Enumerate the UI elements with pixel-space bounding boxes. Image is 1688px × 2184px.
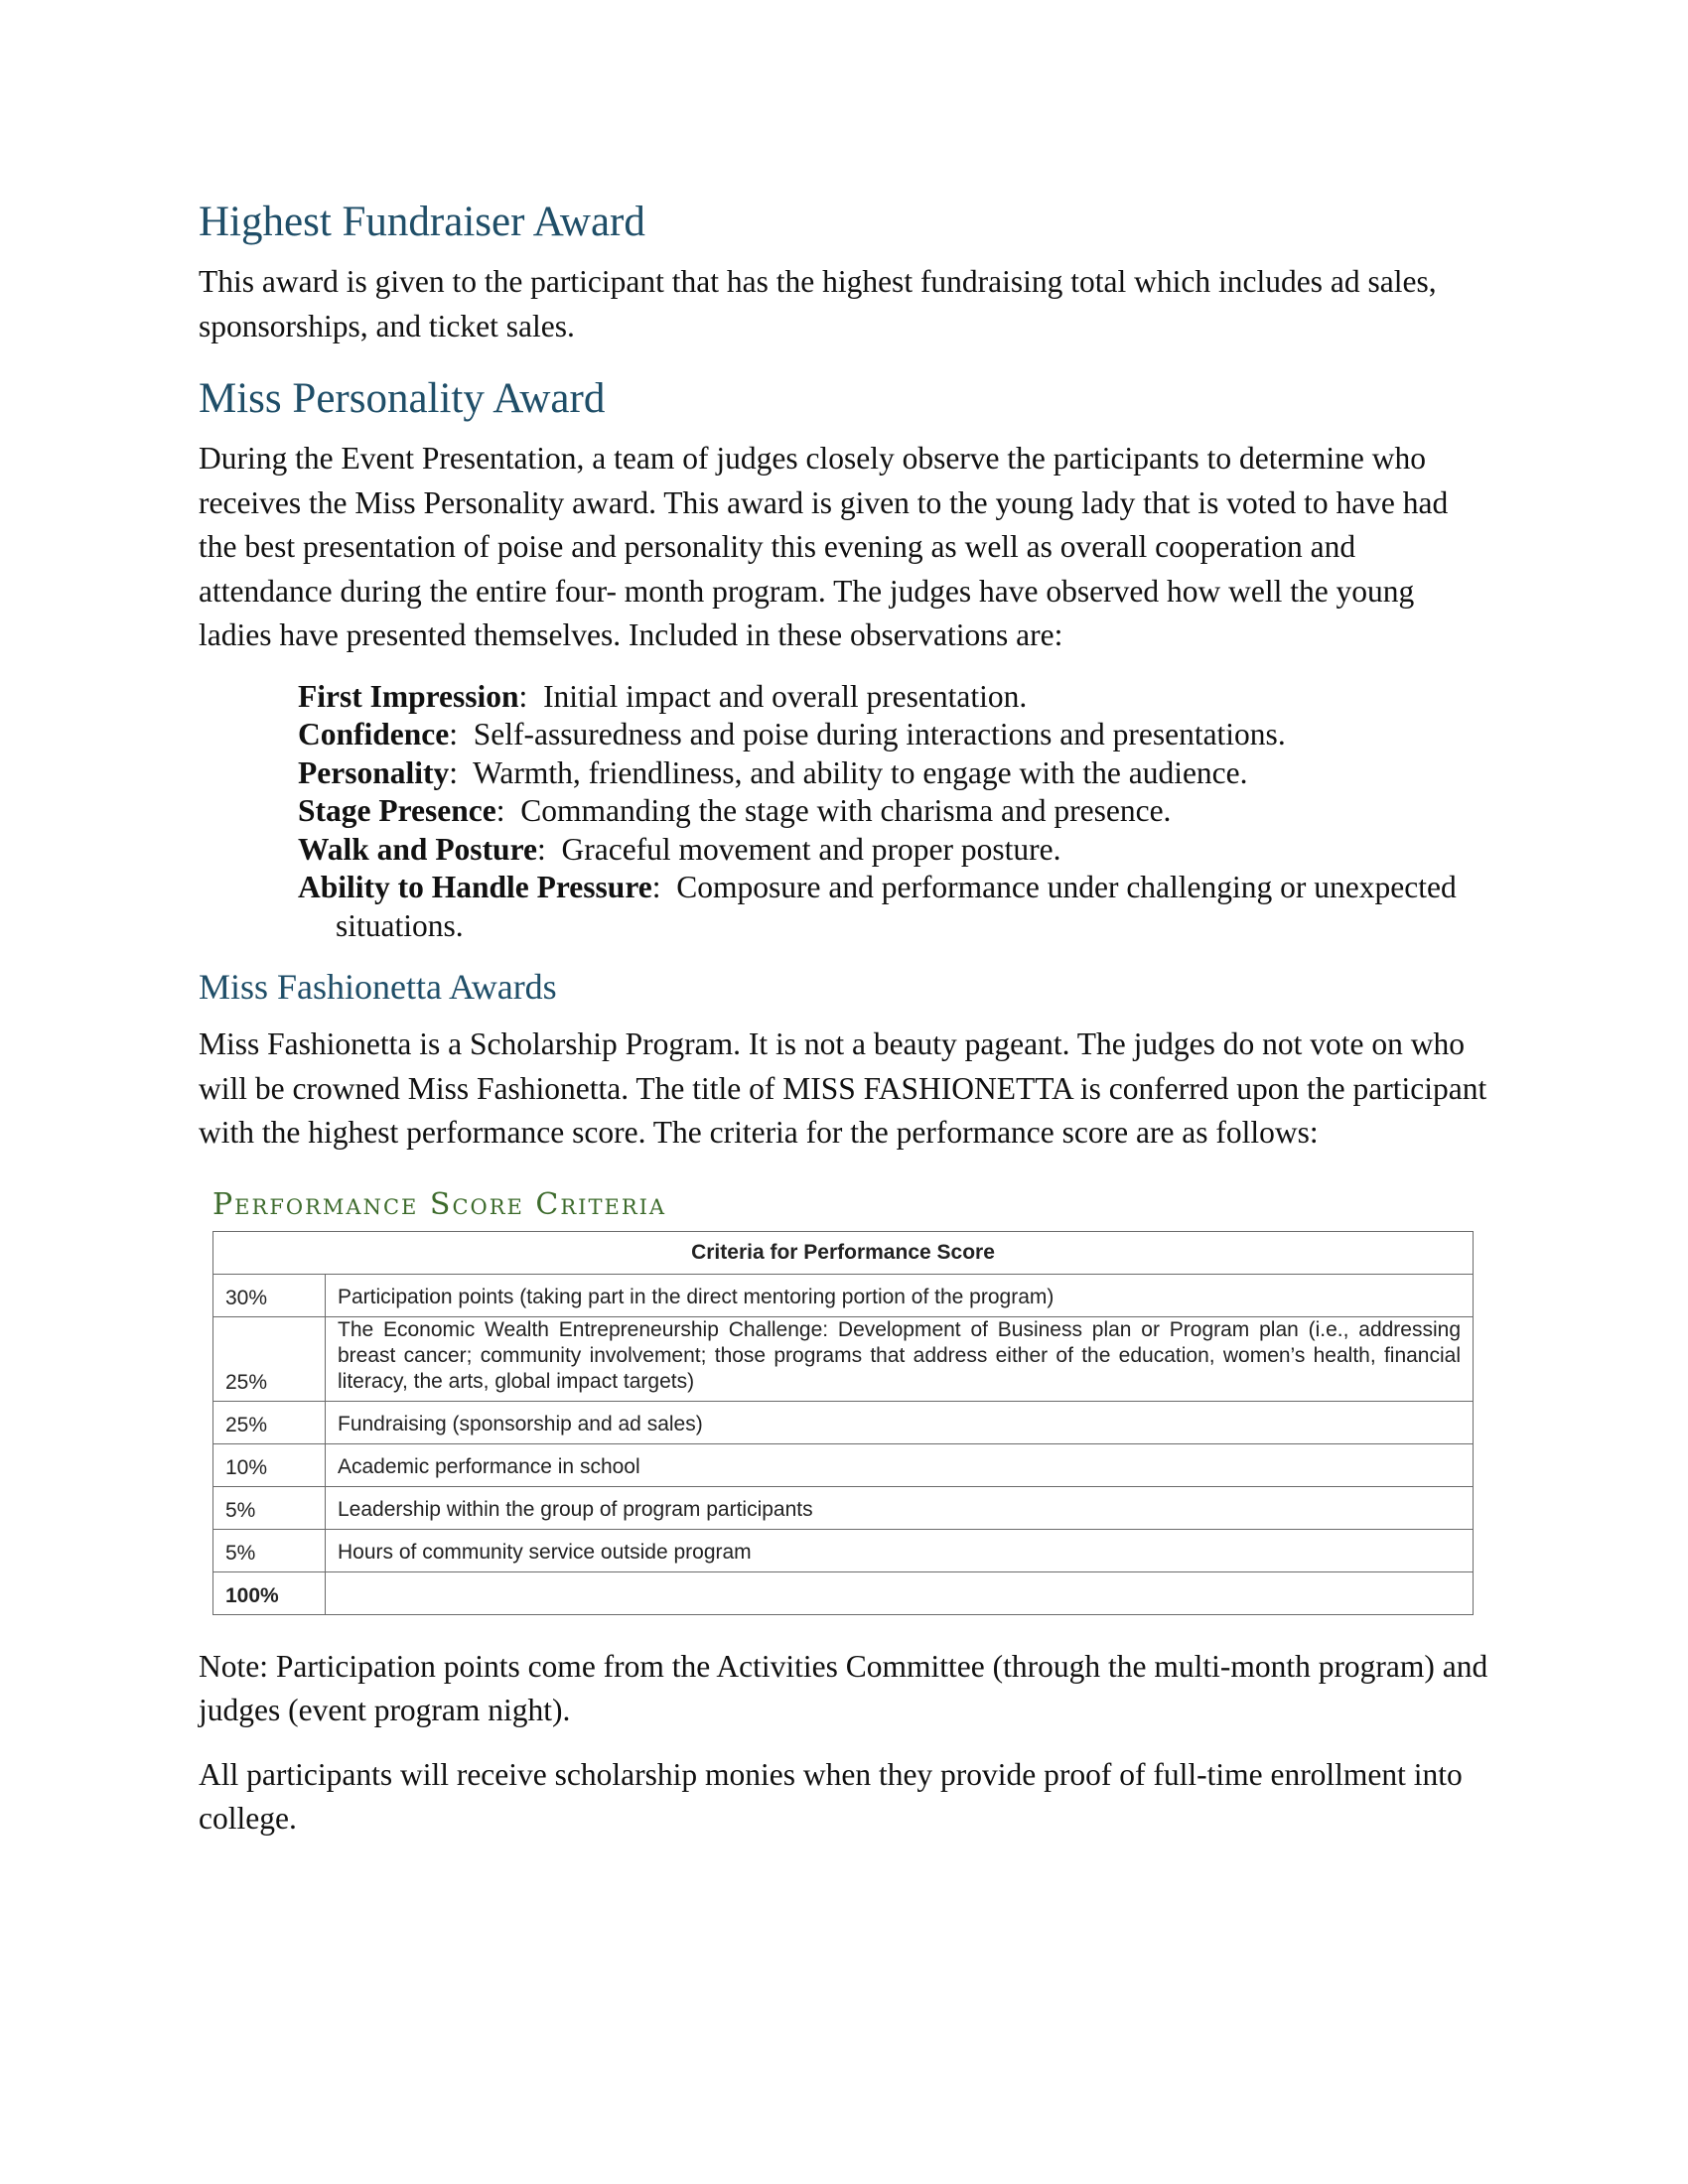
row-percent: 5%: [213, 1486, 326, 1529]
row-description: Leadership within the group of program participants: [326, 1486, 1474, 1529]
criteria-item: Stage Presence: Commanding the stage with charisma and presence.: [298, 793, 1172, 828]
row-percent: 25%: [213, 1316, 326, 1401]
table-header-row: [213, 1231, 1474, 1274]
scholarship-note: All participants will receive scholarship monies when they provide proof of full-time enrollment into college.: [199, 1756, 1463, 1836]
criteria-term: Personality: [298, 754, 450, 790]
criteria-item: First Impression: Initial impact and overall presentation.: [298, 678, 1028, 714]
criteria-term: Ability to Handle Pressure: [298, 870, 652, 904]
total-empty-cell: [326, 1571, 1474, 1614]
criteria-item: Walk and Posture: Graceful movement and proper posture.: [298, 831, 1061, 867]
table-row: [213, 1274, 1474, 1316]
row-description: Participation points (taking part in the direct mentoring portion of the program): [326, 1274, 1474, 1316]
row-percent: 25%: [213, 1401, 326, 1443]
row-percent: 30%: [213, 1274, 326, 1316]
table-row: [213, 1486, 1474, 1529]
criteria-desc: Commanding the stage with charisma and presence.: [520, 793, 1172, 828]
criteria-term: Stage Presence: [298, 793, 496, 828]
criteria-term: Confidence: [298, 717, 450, 751]
row-percent: 10%: [213, 1443, 326, 1486]
criteria-term: First Impression: [298, 678, 519, 714]
table-row: [213, 1443, 1474, 1486]
row-description: Hours of community service outside program: [326, 1529, 1474, 1571]
table-row: [213, 1401, 1474, 1443]
fundraiser-heading: Highest Fundraiser Award: [199, 199, 645, 245]
performance-table: [212, 1231, 1474, 1615]
criteria-desc: Self-assuredness and poise during interactions and presentations.: [473, 717, 1286, 751]
document-page: [199, 195, 1489, 1842]
personality-criteria-list: [199, 678, 1489, 946]
row-description: The Economic Wealth Entrepreneurship Challenge: Development of Business plan or Program plan (i.e., addressing breast cancer; community involvement; those programs that address either of the education, women’s health, financial literacy, the arts, global impact targets): [326, 1316, 1474, 1401]
fashionetta-heading: Miss Fashionetta Awards: [199, 967, 557, 1007]
criteria-desc: Initial impact and overall presentation.: [543, 678, 1028, 714]
criteria-item: Personality: Warmth, friendliness, and ability to engage with the audience.: [298, 754, 1248, 790]
fashionetta-body: Miss Fashionetta is a Scholarship Program. It is not a beauty pageant. The judges do not vote on who will be crowned Miss Fashionetta. The title of MISS FASHIONETTA is conferred upon the participant with the highest performance score. The criteria for the performance score are as follows:: [199, 1026, 1487, 1150]
criteria-desc: Graceful movement and proper posture.: [561, 831, 1061, 867]
row-description: Academic performance in school: [326, 1443, 1474, 1486]
table-row: [213, 1529, 1474, 1571]
table-header: Criteria for Performance Score: [213, 1231, 1474, 1274]
criteria-desc: Composure and performance under challenging or unexpected situations.: [336, 870, 1457, 943]
total-percent: 100%: [213, 1571, 326, 1614]
table-row: [213, 1316, 1474, 1401]
participation-note: Note: Participation points come from the Activities Committee (through the multi-month program) and judges (event program night).: [199, 1648, 1488, 1727]
fundraiser-body: This award is given to the participant that has the highest fundraising total which includes ad sales, sponsorships, and ticket sales.: [199, 264, 1437, 343]
criteria-term: Walk and Posture: [298, 831, 537, 867]
performance-title: Performance Score Criteria: [212, 1186, 667, 1222]
personality-heading: Miss Personality Award: [199, 375, 606, 422]
row-description: Fundraising (sponsorship and ad sales): [326, 1401, 1474, 1443]
criteria-item: Confidence: Self-assuredness and poise during interactions and presentations.: [298, 717, 1286, 751]
criteria-desc: Warmth, friendliness, and ability to engage with the audience.: [473, 754, 1248, 790]
table-total-row: [213, 1571, 1474, 1614]
personality-body: During the Event Presentation, a team of judges closely observe the participants to determine who receives the Miss Personality award. This award is given to the young lady that is voted to have had the best presentation of poise and personality this evening as well as overall cooperation and attendance during the entire four- month program. The judges have observed how well the young ladies have presented themselves. Included in these observations are:: [199, 441, 1449, 652]
criteria-item: Ability to Handle Pressure: Composure and performance under challenging or unexpected situations.: [298, 870, 1457, 943]
row-percent: 5%: [213, 1529, 326, 1571]
